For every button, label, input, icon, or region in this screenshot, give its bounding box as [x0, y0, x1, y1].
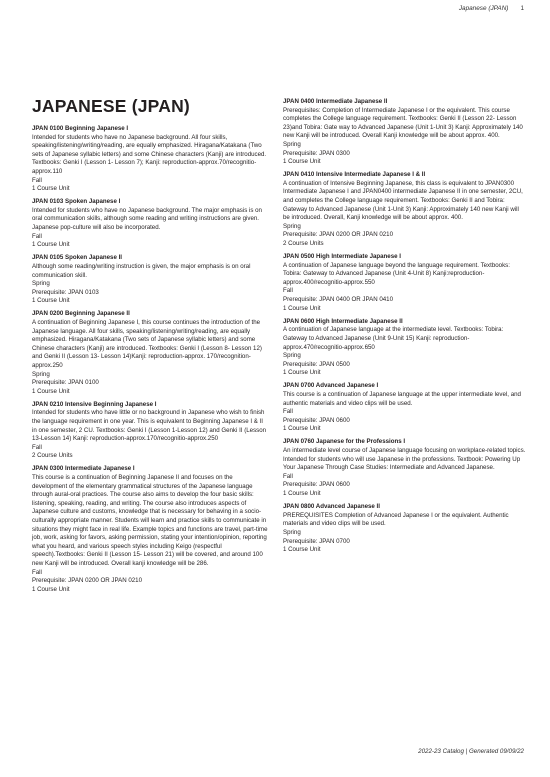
course-detail: 1 Course Unit	[32, 585, 70, 593]
course-description: Intended for students who have no Japanese background. The major emphasis is on oral communication skills, although some reading and writing instructions are given. Japanese pop-culture will also be incorporated.	[32, 206, 262, 232]
course-title: JPAN 0700 Advanced Japanese I	[283, 382, 379, 390]
course-detail: Spring	[32, 370, 50, 378]
course-entry	[283, 438, 527, 498]
course-description: Intended for students who have little or no background in Japanese who wish to finish the language requirement in one year. This is equivalent to Beginning Japanese I & II in one semester, 2 CU. Textbooks: Genki I (Lesson 1-Lesson 12) and Genki II (Lesson 13-Lesson 14) Kanji: reproduction-approx.170/recognitio-approx.250	[32, 409, 267, 443]
course-detail: 1 Course Unit	[32, 185, 70, 193]
course-description: This course is a continuation of Beginning Japanese II and focuses on the development of the elementary grammatical structures of the Japanese language through aural-oral practices. The course also aims to develop the four basic skills: listening, speaking, reading, and writing. The course also introduces aspects of Japanese culture and customs, knowledge that is necessary for behaving in a socio-culturally appropriate manner. Students will learn and practice skills to communicate in situations they might face in real life. Example topics and functions are travel, part-time job, work, asking for favors, asking permission, stating your intention/opinion, reporting what you heard, and various speech styles including Keigo (respectful speech).Textbooks: Genki II (Lesson 15- Lesson 21) will be covered, and around 100 new Kanji will be introduced. Overall kanji knowledge will be 286.	[32, 474, 268, 567]
course-title: JPAN 0760 Japanese for the Professions I	[283, 438, 406, 446]
course-detail: 1 Course Unit	[283, 425, 321, 433]
course-description: Prerequisites: Completion of Intermediate Japanese I or the equivalent. This course completes the College language requirement. Textbooks: Genki II (Lesson 22- Lesson 23)and Tobira: Gate way to Advanced Japanese (Unit 1-Unit 3) Kanji: Approximately 140 new Kanji will be introduced. Overall Kanji knowledge will be about approx. 400.	[283, 106, 523, 140]
course-description: A continuation of Japanese language at the intermediate level. Textbooks: Tobira: Gateway to Advanced Japanese (Unit 9-Unit 15) Kanji: reproduction-approx.470/recognitio-approx.650	[283, 326, 504, 351]
course-detail: Spring	[283, 140, 301, 148]
course-detail: Prerequisite: JPAN 0300	[283, 149, 350, 157]
course-description: This course is a continuation of Japanese language at the upper intermediate level, and authentic materials and video clips will be used.	[283, 391, 521, 407]
course-entry	[32, 198, 269, 250]
course-title: JPAN 0103 Spoken Japanese I	[32, 198, 121, 206]
course-detail: Prerequisite: JPAN 0100	[32, 379, 99, 387]
course-detail: 1 Course Unit	[32, 387, 70, 395]
course-detail: Spring	[32, 280, 50, 288]
course-detail: 1 Course Unit	[283, 490, 321, 498]
course-detail: Prerequisite: JPAN 0400 OR JPAN 0410	[283, 296, 394, 304]
course-detail: 1 Course Unit	[283, 546, 321, 554]
page-title: JAPANESE (JPAN)	[32, 96, 190, 116]
course-title: JPAN 0105 Spoken Japanese II	[32, 254, 122, 262]
course-detail: Spring	[283, 352, 301, 360]
course-title: JPAN 0410 Intensive Intermediate Japanese I & II	[283, 171, 426, 179]
course-entry	[283, 253, 527, 313]
course-entry	[283, 98, 527, 167]
course-title: JPAN 0600 High Intermediate Japanese II	[283, 317, 403, 325]
course-detail: Fall	[32, 232, 42, 240]
course-detail: Spring	[283, 528, 301, 536]
course-description: An intermediate level course of Japanese language focusing on workplace-related topics. Intended for students who will use Japanese in the professions. Textbook: Powering Up Your Japanese Through Case Studies: Intermediate and Advanced Japanese.	[283, 447, 526, 472]
running-header	[459, 5, 524, 12]
course-entry	[32, 465, 269, 594]
course-entry	[283, 382, 527, 434]
course-title: JPAN 0210 Intensive Beginning Japanese I	[32, 400, 157, 408]
course-detail: Spring	[283, 222, 301, 230]
course-detail: Fall	[32, 568, 42, 576]
course-entry	[283, 503, 527, 555]
page-footer: 2022-23 Catalog | Generated 09/09/22	[418, 748, 524, 755]
course-title: JPAN 0100 Beginning Japanese I	[32, 125, 129, 132]
course-entry	[32, 310, 269, 396]
course-entry	[283, 171, 527, 248]
course-detail: Fall	[283, 408, 293, 416]
left-column	[32, 125, 269, 599]
course-detail: 2 Course Units	[283, 240, 324, 247]
course-detail: Prerequisite: JPAN 0500	[283, 360, 350, 368]
course-title: JPAN 0300 Intermediate Japanese I	[32, 465, 135, 473]
course-description: Intended for students who have no Japanese background. All four skills, speaking/listening/writing/reading, are equally emphasized. Hiragana/Katakana (Two sets of Japanese syllabic letters) and some Chinese characters (Kanji) are introduced. Textbooks: Genki I (Lesson 1- Lesson 7); Kanji: reproduction-approx.70/recognitio-approx.110	[32, 133, 267, 175]
course-detail: Fall	[283, 287, 293, 295]
course-title: JPAN 0200 Beginning Japanese II	[32, 310, 130, 318]
course-title: JPAN 0500 High Intermediate Japanese I	[283, 253, 401, 261]
course-description: PREREQUISITES Completion of Advanced Japanese I or the equivalent. Authentic materials and video clips will be used.	[283, 511, 509, 528]
course-detail: Prerequisite: JPAN 0600	[283, 481, 350, 489]
page-number: 1	[520, 5, 524, 12]
header-title: Japanese (JPAN)	[458, 5, 509, 12]
course-title: JPAN 0800 Advanced Japanese II	[283, 503, 380, 511]
course-detail: 1 Course Unit	[283, 158, 321, 166]
right-column	[283, 98, 527, 559]
course-detail: Fall	[283, 472, 293, 480]
course-detail: Prerequisite: JPAN 0103	[32, 288, 99, 296]
course-entry	[32, 125, 269, 194]
course-entry	[32, 401, 269, 461]
course-detail: 2 Course Units	[32, 452, 73, 460]
course-detail: Prerequisite: JPAN 0200 OR JPAN 0210	[32, 577, 143, 585]
course-detail: Fall	[32, 176, 42, 184]
course-detail: 1 Course Unit	[283, 369, 321, 377]
course-detail: Prerequisite: JPAN 0700	[283, 537, 350, 545]
course-description: Although some reading/writing instruction is given, the major emphasis is on oral communication skill.	[32, 262, 251, 279]
course-description: A continuation of Beginning Japanese I, this course continues the introduction of the Japanese language. All four skills, speaking/listening/writing/reading, are equally emphasized. Hiragana/Katakana (Two sets of Japanese syllabic letters) and some Chinese characters (Kanji) are introduced. Textbooks: Genki I (Lesson 8- Lesson 12) and Genki II (Lesson 13- Lesson 14)Kanji: reproduction-approx. 170/recognition-approx.250	[32, 318, 262, 369]
course-detail: Prerequisite: JPAN 0200 OR JPAN 0210	[283, 231, 394, 239]
course-detail: Prerequisite: JPAN 0600	[283, 416, 350, 424]
course-description: A continuation of Japanese language beyond the language requirement. Textbooks: Tobira: Gateway to Advanced Japanese (Unit 4-Unit 8) Kanji:reproduction-approx.400/recognitio-approx.550	[283, 261, 510, 286]
course-description: A continuation of Intensive Beginning Japanese, this class is equivalent to JPAN0300 Intermediate Japanese I and JPAN0400 intermediate Japanese II in one semester, 2CU, and completes the College language requirement. Textbooks: Genki II and Tobira: Gateway to Advanced Japanese (Unit 1-Unit 3) Kanji: Approximately 140 new Kanji will be introduced. Overall, Kanji knowledge will be about approx. 400.	[283, 179, 523, 222]
course-entry	[32, 254, 269, 306]
course-detail: Fall	[32, 443, 42, 451]
course-detail: 1 Course Unit	[32, 241, 70, 249]
course-entry	[283, 318, 527, 378]
course-title: JPAN 0400 Intermediate Japanese II	[283, 98, 388, 105]
course-detail: 1 Course Unit	[32, 297, 70, 305]
course-detail: 1 Course Unit	[283, 304, 321, 312]
